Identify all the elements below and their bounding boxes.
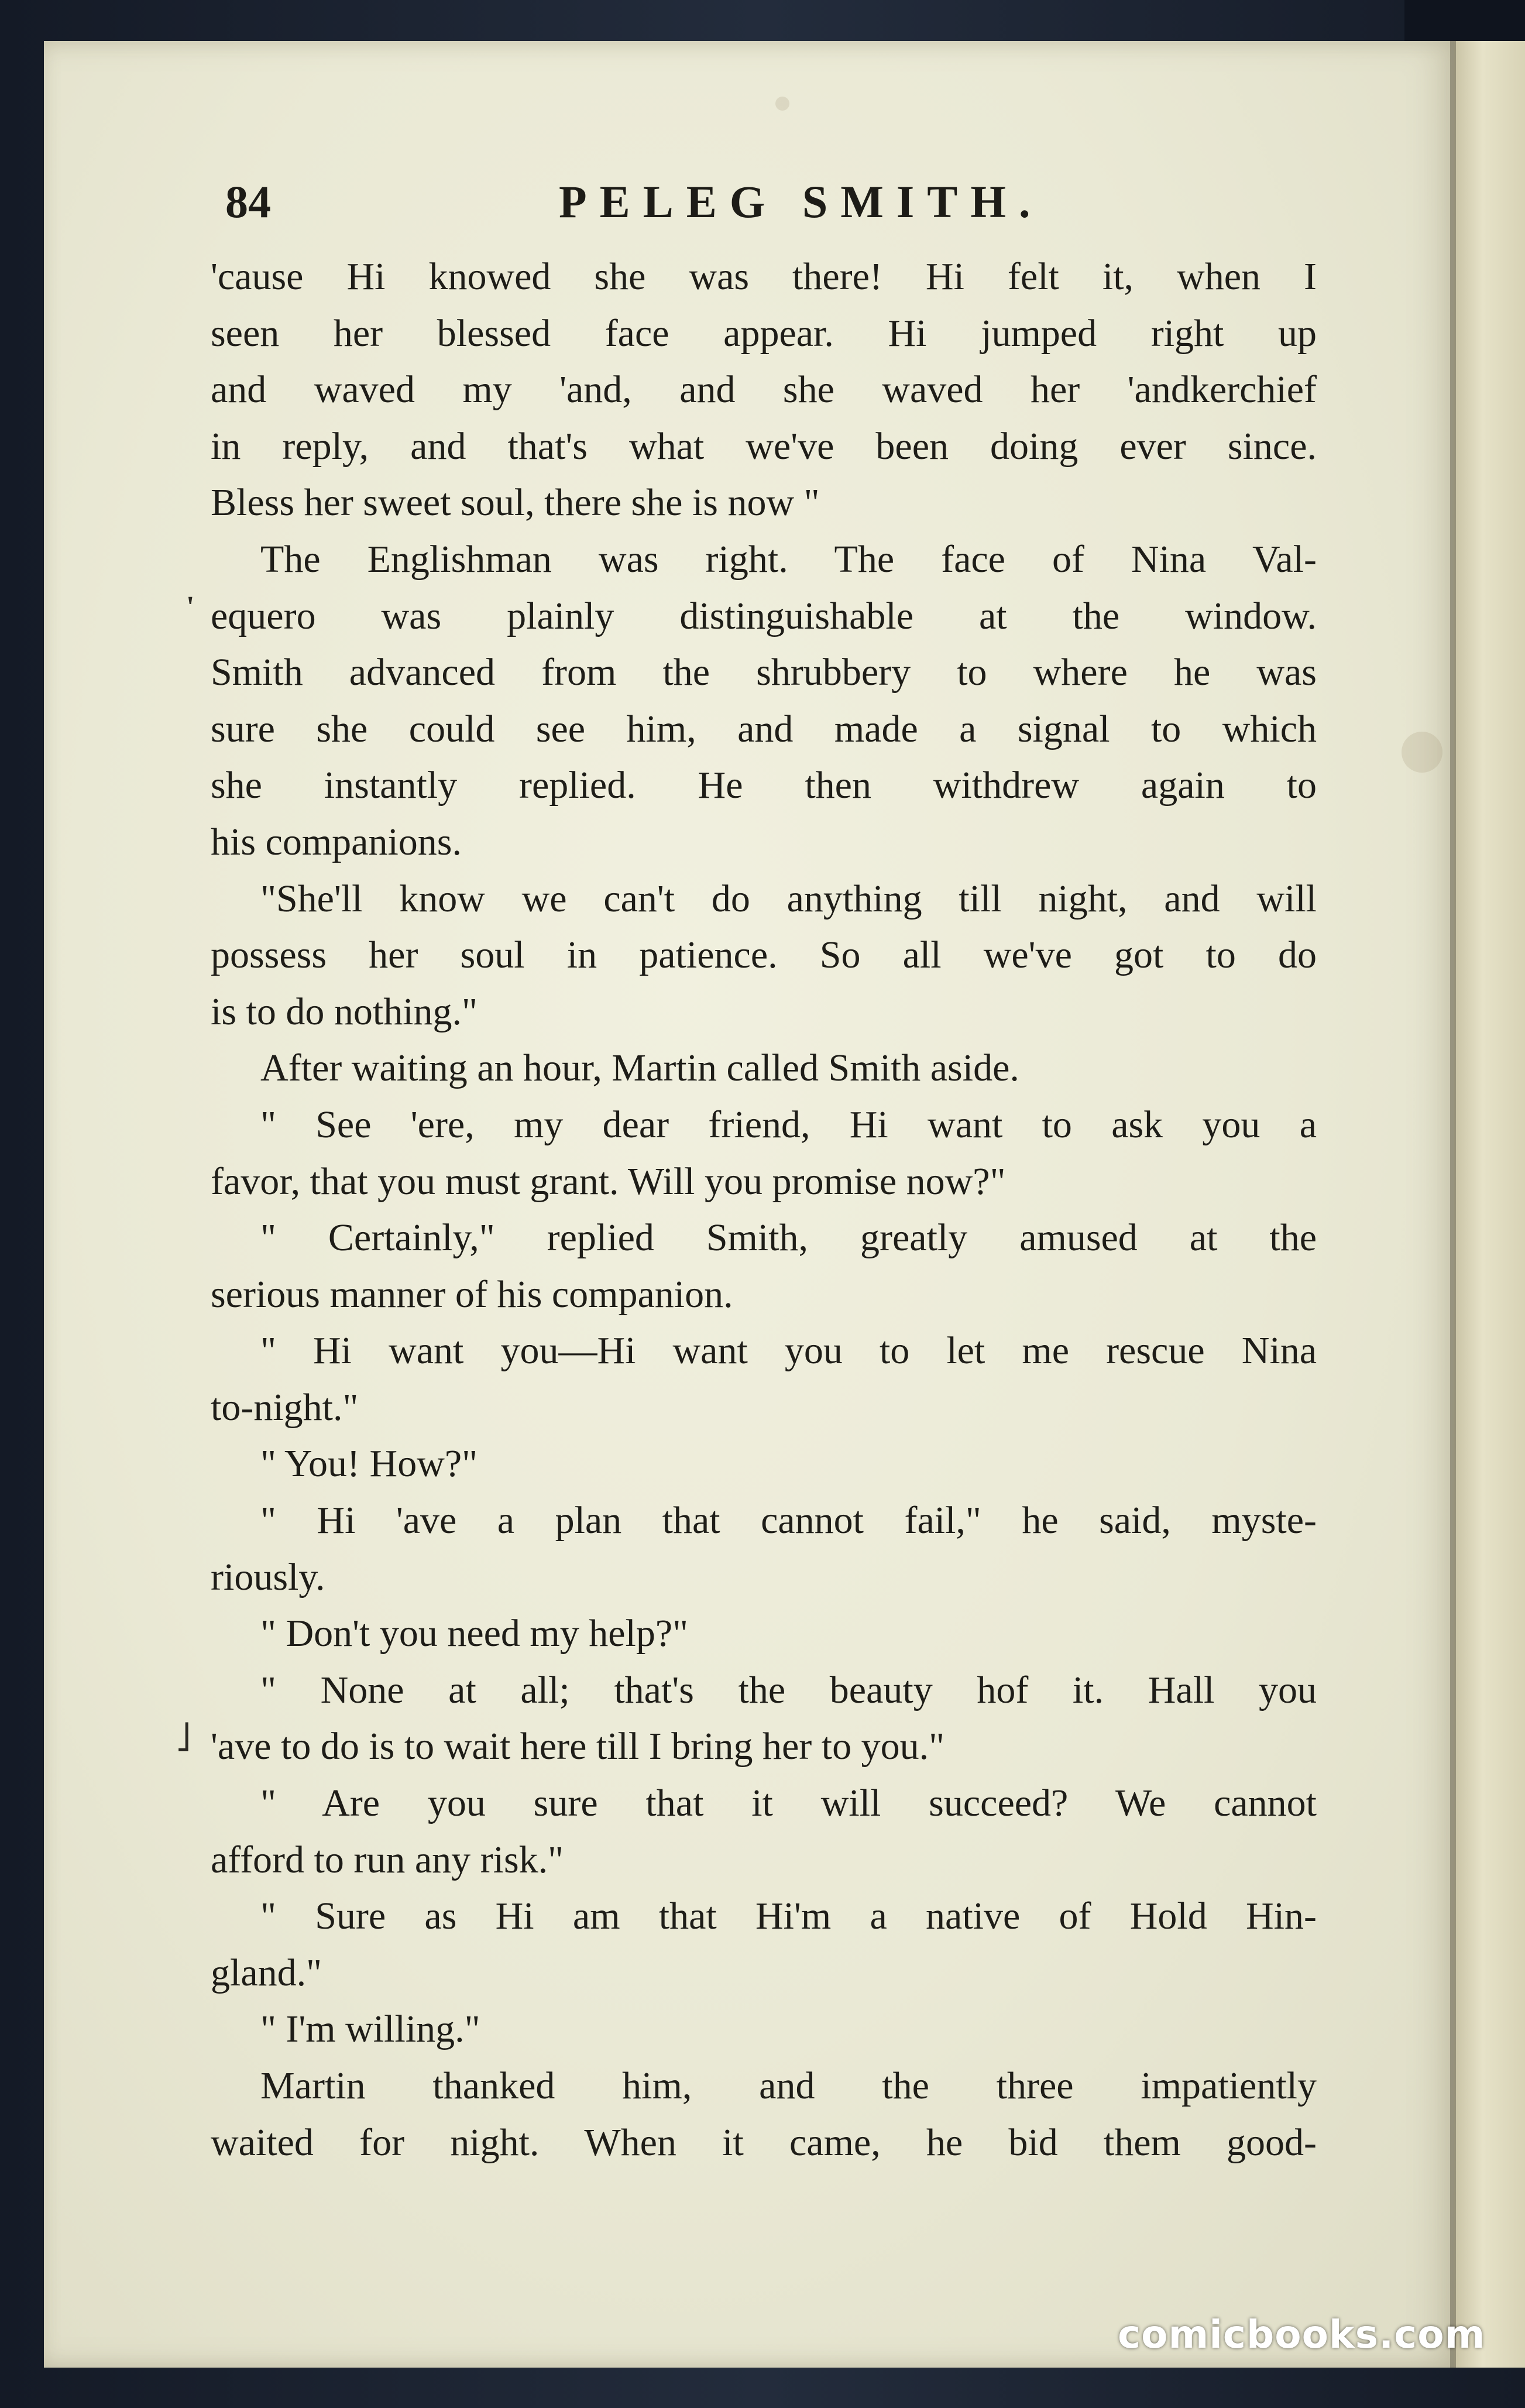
text-line: " Are you sure that it will succeed? We cannot [260, 1782, 1317, 1825]
page-gutter-shadow [1450, 41, 1456, 2368]
text-line: " Sure as Hi am that Hi'm a native of Hold Hin- [260, 1895, 1317, 1938]
text-line: to-night." [211, 1385, 359, 1429]
running-head [225, 176, 1337, 240]
text-line: seen her blessed face appear. Hi jumped right up [211, 311, 1317, 355]
text-line: and waved my 'and, and she waved her 'andkerchief [211, 368, 1317, 411]
text-line: 'ave to do is to wait here till I bring her to you." [211, 1725, 945, 1768]
site-watermark: comicbooks.com [1118, 2312, 1486, 2357]
text-line: possess her soul in patience. So all we've got to do [211, 934, 1317, 977]
page-number: 84 [225, 176, 271, 227]
body-text [211, 249, 1317, 2171]
text-line: waited for night. When it came, he bid them good- [211, 2121, 1317, 2164]
text-line: After waiting an hour, Martin called Smith aside. [260, 1047, 1019, 1090]
scanner-edge [1404, 0, 1525, 41]
text-line: sure she could see him, and made a signal to which [211, 707, 1317, 750]
paper-stain [1402, 732, 1442, 773]
facing-page-edge [1454, 41, 1525, 2368]
text-line: favor, that you must grant. Will you promise now?" [211, 1160, 1006, 1203]
text-line: " None at all; that's the beauty hof it. Hall you [260, 1668, 1317, 1711]
text-line: " Hi 'ave a plan that cannot fail," he said, myste- [260, 1499, 1317, 1542]
text-line: 'cause Hi knowed she was there! Hi felt it, when I [211, 255, 1317, 298]
text-line: Martin thanked him, and the three impatiently [260, 2064, 1317, 2107]
text-line: " I'm willing." [260, 2008, 480, 2051]
text-line: is to do nothing." [211, 990, 478, 1033]
text-line: riously. [211, 1555, 325, 1599]
text-line: serious manner of his companion. [211, 1272, 733, 1316]
paper-stain [775, 97, 789, 111]
text-line: equero was plainly distinguishable at the window. [211, 594, 1317, 637]
text-line: " Don't you need my help?" [260, 1612, 689, 1655]
text-line: she instantly replied. He then withdrew again to [211, 764, 1317, 807]
text-line: The Englishman was right. The face of Nina Val- [260, 537, 1317, 581]
running-title: PELEG SMITH. [559, 176, 1043, 227]
text-line: Smith advanced from the shrubbery to where he was [211, 651, 1317, 694]
margin-mark: ' [186, 591, 195, 624]
text-line: his companions. [211, 820, 462, 863]
text-line: in reply, and that's what we've been doing ever since. [211, 424, 1317, 468]
text-line: " Hi want you—Hi want you to let me rescue Nina [260, 1329, 1317, 1373]
text-line: Bless her sweet soul, there she is now " [211, 481, 820, 524]
text-line: " See 'ere, my dear friend, Hi want to ask you a [260, 1103, 1317, 1146]
text-line: afford to run any risk." [211, 1838, 564, 1881]
text-line: " You! How?" [260, 1442, 478, 1486]
text-line: " Certainly," replied Smith, greatly amused at the [260, 1216, 1317, 1260]
margin-mark: ˩ [176, 1716, 191, 1761]
text-line: "She'll know we can't do anything till night, and will [260, 877, 1317, 920]
text-line: gland." [211, 1951, 322, 1994]
